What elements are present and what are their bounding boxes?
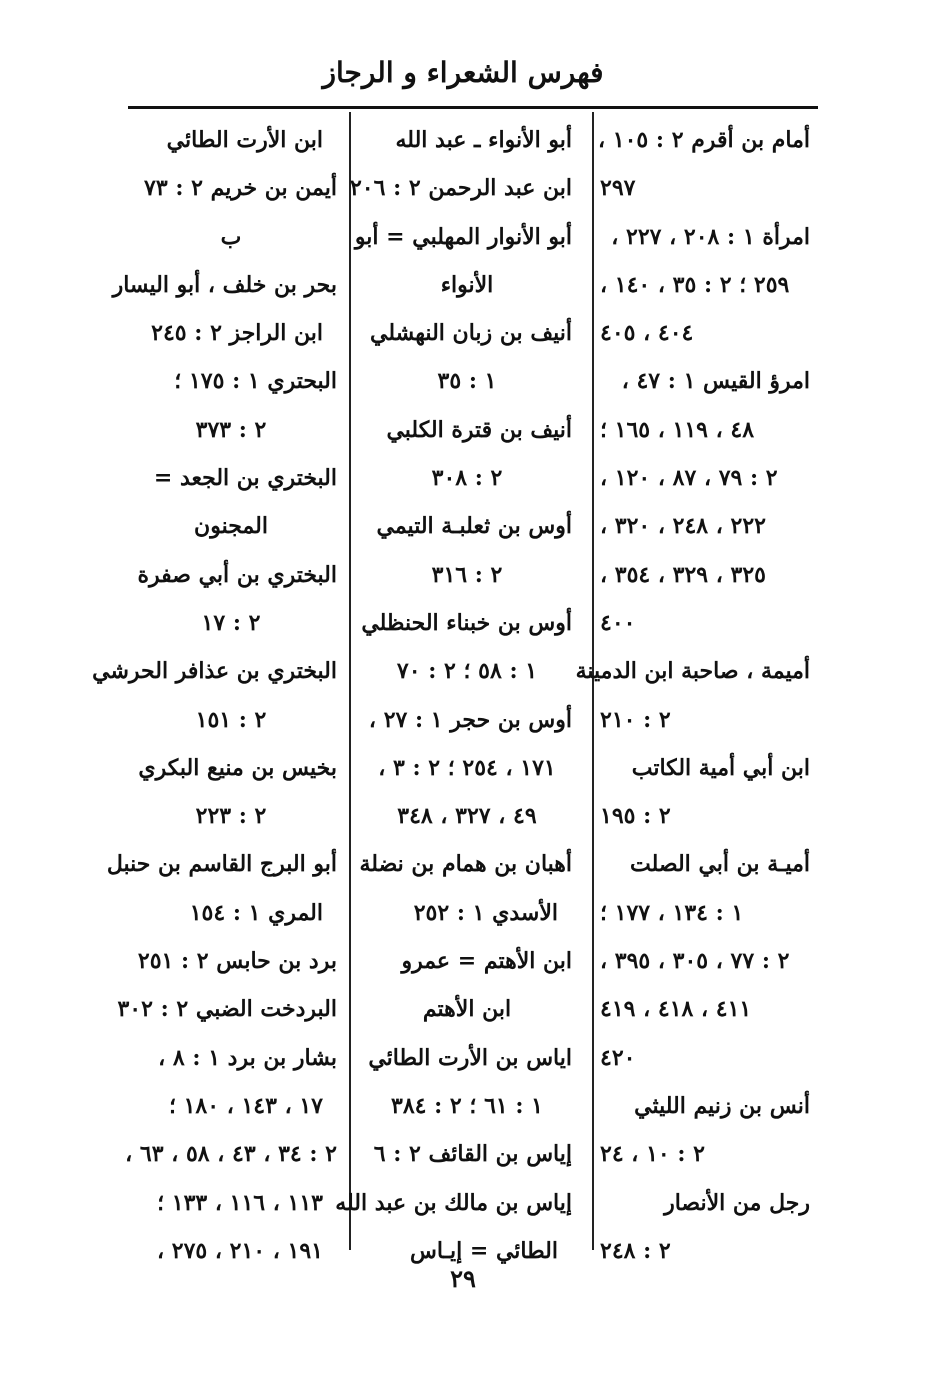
index-line: امرؤ القيس ١ : ٤٧ ،: [621, 368, 810, 395]
index-line: البختري بن أبي صفرة: [137, 561, 337, 588]
index-line: الطائي = إيـاس: [409, 1237, 558, 1264]
index-line: ١١٣ ، ١١٦ ، ١٣٣ ؛: [157, 1189, 323, 1216]
index-line: أبو الأنواء ـ عبد الله: [395, 127, 572, 153]
index-line: أنس بن زنيم الليثي: [634, 1092, 810, 1119]
index-line: أنيف بن قترة الكلبي: [386, 416, 572, 443]
index-line: ٤٠٤ ، ٤٠٥: [600, 320, 694, 347]
index-line: أبو البرج القاسم بن حنبل: [106, 851, 337, 878]
index-line: أمام بن أقرم ٢ : ١٠٥ ،: [598, 127, 810, 153]
index-line: ابن أبي أمية الكاتب: [631, 754, 810, 781]
index-line: أوس بن ثعلبـة التيمي: [376, 513, 572, 540]
index-line: ٢٩٧: [600, 175, 636, 202]
section-letter: ب: [220, 223, 242, 250]
index-line: أوس بن حجر ١ : ٢٧ ،: [368, 706, 572, 733]
index-line: البردخت الضبي ٢ : ٣٠٢: [117, 996, 337, 1023]
index-line: ٤٠٠: [600, 609, 636, 636]
index-line: ٤٢٠: [600, 1044, 636, 1071]
index-line: ٢ : ٧٩ ، ٨٧ ، ١٢٠ ،: [600, 465, 778, 492]
index-line: امرأة ١ : ٢٠٨ ، ٢٢٧ ،: [611, 223, 810, 250]
index-line: ١٧١ ، ٢٥٤ ؛ ٢ : ٣ ،: [378, 754, 556, 781]
index-line: ابن عبد الرحمن ٢ : ٢٠٦: [349, 175, 572, 202]
index-line: ٢ : ٢١٠: [600, 706, 671, 733]
index-column-middle: [335, 116, 572, 1275]
index-line: ٢ : ٧٧ ، ٣٠٥ ، ٣٩٥ ،: [600, 948, 790, 975]
index-line: ١ : ٣٥: [437, 368, 497, 395]
index-line: بخيس بن منيع البكري: [138, 754, 337, 781]
index-line: برد بن حابس ٢ : ٢٥١: [137, 948, 337, 975]
index-line: ابن الأهتم: [422, 996, 512, 1023]
index-line: ٢ : ١٥١: [195, 706, 267, 733]
header-rule: [128, 106, 818, 109]
index-line: بحر بن خلف ، أبو اليسار: [112, 271, 337, 298]
index-line: الأسدي ١ : ٢٥٢: [413, 899, 558, 926]
index-line: رجل من الأنصار: [664, 1189, 810, 1216]
index-line: المجنون: [194, 513, 268, 540]
index-line: ٤٨ ، ١١٩ ، ١٦٥ ؛: [600, 416, 755, 443]
index-line: ٢ : ١٩٥: [600, 803, 671, 830]
index-line: أيمن بن خريم ٢ : ٧٣: [144, 175, 337, 202]
index-line: ابن الراجز ٢ : ٢٤٥: [151, 320, 323, 347]
index-line: ٢ : ٣١٦: [431, 561, 503, 588]
index-line: المري ١ : ١٥٤: [189, 899, 323, 926]
index-line: ٢ : ٢٤٨: [600, 1237, 671, 1264]
index-line: ابن الأرت الطائي: [166, 127, 323, 153]
index-line: البختري بن عذافر الحرشي: [92, 658, 337, 685]
index-line: ٢ : ٢٢٣: [195, 803, 267, 830]
index-line: ٢ : ١٧: [201, 609, 261, 636]
index-line: ١٧ ، ١٤٣ ، ١٨٠ ؛: [168, 1092, 323, 1119]
index-line: ٣٢٥ ، ٣٢٩ ، ٣٥٤ ،: [600, 561, 766, 588]
index-line: اياس بن الأرت الطائي: [368, 1044, 572, 1071]
index-column-left: [92, 116, 337, 1275]
index-line: أميـة بن أبي الصلت: [630, 851, 810, 878]
index-line: البختري بن الجعد =: [153, 465, 337, 492]
index-line: البحتري ١ : ١٧٥ ؛: [174, 368, 337, 395]
index-line: ٤١١ ، ٤١٨ ، ٤١٩: [600, 996, 752, 1023]
index-line: ١ : ١٣٤ ، ١٧٧ ؛: [600, 899, 744, 926]
index-line: ٢٢٢ ، ٢٤٨ ، ٣٢٠ ،: [600, 513, 766, 540]
index-line: أبو الأنوار المهلبي = أبو: [354, 223, 572, 250]
index-line: إياس بن مالك بن عبد الله: [335, 1189, 572, 1216]
index-line: أهبان بن همام بن نضلة: [359, 851, 572, 878]
index-line: أميمة ، صاحبة ابن الدمينة: [575, 658, 810, 685]
page-number: ٢٩: [450, 1264, 476, 1293]
column-divider-left: [349, 112, 351, 1250]
index-line: أوس بن خبناء الحنظلي: [361, 609, 572, 636]
index-line: ابن الأهتم = عمرو: [401, 948, 572, 975]
index-line: ٢٥٩ ؛ ٢ : ٣٥ ، ١٤٠ ،: [600, 271, 790, 298]
index-line: ٢ : ٣٧٣: [195, 416, 267, 443]
index-column-right: [575, 116, 810, 1275]
index-line: الأنواء: [440, 271, 494, 298]
index-line: أنيف بن زبان النهشلي: [370, 320, 572, 347]
index-line: ١ : ٦١ ؛ ٢ : ٣٨٤: [391, 1092, 543, 1119]
index-line: ١٩١ ، ٢١٠ ، ٢٧٥ ،: [157, 1237, 323, 1264]
index-line: ٢ : ٣٠٨: [431, 465, 503, 492]
index-line: إياس بن القائف ٢ : ٦: [373, 1141, 572, 1168]
index-line: ٤٩ ، ٣٢٧ ، ٣٤٨: [397, 803, 537, 830]
index-line: ٢ : ١٠ ، ٢٤: [600, 1141, 705, 1168]
index-line: بشار بن برد ١ : ٨ ،: [158, 1044, 337, 1071]
index-line: ٢ : ٣٤ ، ٤٣ ، ٥٨ ، ٦٣ ،: [125, 1141, 337, 1168]
index-line: ١ : ٥٨ ؛ ٢ : ٧٠: [396, 658, 538, 685]
page-title: فهرس الشعراء و الرجاز: [322, 56, 604, 89]
